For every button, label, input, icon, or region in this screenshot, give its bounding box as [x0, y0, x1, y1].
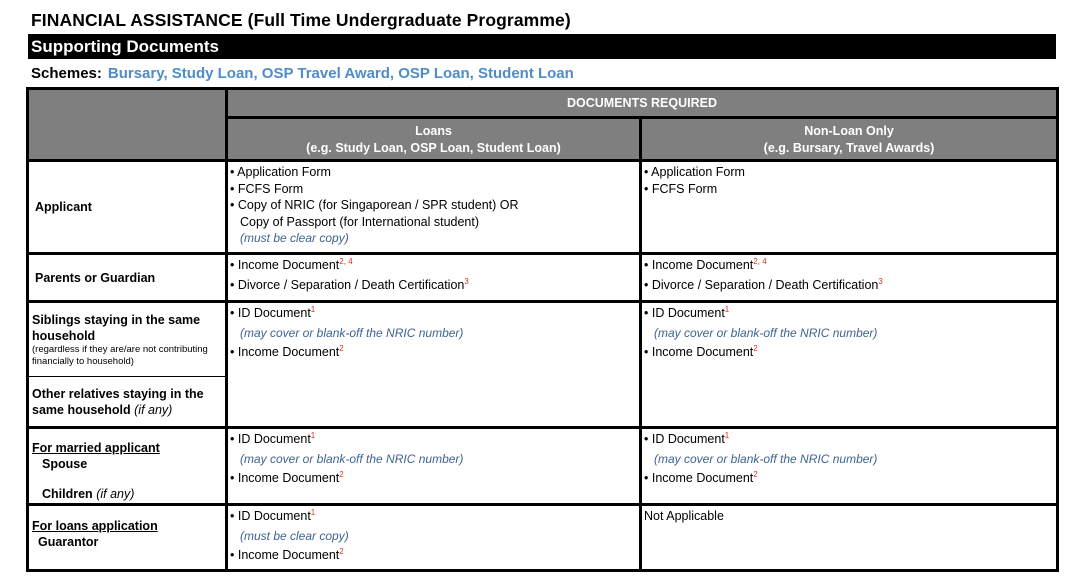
doc-item: • Income Document$^2$	[230, 343, 344, 359]
parents-nonloan-cell	[641, 254, 1058, 302]
corner-header-cell	[28, 89, 227, 161]
doc-item: • Income Document$^2$	[230, 546, 344, 562]
nonloan-column-title: Non-Loan Only	[804, 124, 894, 138]
doc-item: • ID Document$^1$	[230, 507, 316, 523]
married-loans-cell	[227, 428, 641, 505]
married-label-spouse: Spouse	[42, 457, 88, 471]
doc-item: • Copy of NRIC (for Singaporean / SPR student) OR	[230, 198, 519, 212]
loans-column-subtitle: (e.g. Study Loan, OSP Loan, Student Loan)	[306, 141, 561, 155]
relatives-label-line2: same household (if any)	[32, 402, 173, 417]
doc-note: (must be clear copy)	[240, 528, 349, 543]
doc-item: • FCFS Form	[644, 181, 718, 196]
row-label-relatives	[28, 377, 227, 428]
page-title: FINANCIAL ASSISTANCE (Full Time Undergraduate Programme)	[31, 10, 571, 30]
parents-loans-cell	[227, 254, 641, 302]
row-label-married	[28, 428, 227, 505]
schemes-line	[31, 65, 574, 82]
doc-note: (may cover or blank-off the NRIC number)	[654, 451, 878, 466]
loans-column-title: Loans	[415, 124, 452, 138]
siblings-loans-cell	[227, 302, 641, 428]
doc-item: • Income Document$^2$	[230, 469, 344, 485]
nonloan-column-header	[641, 118, 1058, 161]
doc-note: (may cover or blank-off the NRIC number)	[654, 325, 878, 340]
loanapp-label-head: For loans application	[32, 518, 158, 533]
documents-required-header: DOCUMENTS REQUIRED	[227, 89, 1058, 118]
married-nonloan-cell	[641, 428, 1058, 505]
loans-column-header	[227, 118, 641, 161]
doc-item: • Application Form	[644, 165, 745, 179]
doc-item: • Income Document$^2$	[644, 469, 758, 485]
doc-note: (may cover or blank-off the NRIC number)	[240, 451, 464, 466]
applicant-nonloan-cell	[641, 161, 1058, 254]
nonloan-column-subtitle: (e.g. Bursary, Travel Awards)	[763, 141, 935, 155]
doc-note: (must be clear copy)	[240, 231, 349, 245]
married-label-head: For married applicant	[32, 441, 160, 455]
siblings-label-line1: Siblings staying in the same	[32, 312, 201, 327]
doc-item: • Divorce / Separation / Death Certification$^3$	[230, 276, 469, 292]
applicant-loans-cell	[227, 161, 641, 254]
section-header: Supporting Documents	[28, 34, 1056, 59]
row-label-parents: Parents or Guardian	[28, 254, 227, 302]
row-label-siblings	[28, 302, 227, 377]
schemes-value: Bursary, Study Loan, OSP Travel Award, OSP Loan, Student Loan	[107, 65, 574, 82]
doc-item: • FCFS Form	[230, 181, 304, 196]
loanapp-nonloan-cell	[641, 505, 1058, 571]
doc-item: • ID Document$^1$	[230, 304, 316, 320]
documents-table	[26, 87, 1059, 572]
doc-item: • Application Form	[230, 165, 331, 179]
siblings-label-line2: household	[32, 328, 96, 343]
doc-item: • ID Document$^1$	[644, 304, 730, 320]
siblings-nonloan-cell	[641, 302, 1058, 428]
not-applicable-text: Not Applicable	[644, 509, 724, 523]
siblings-sub-note: (regardless if they are/are not contributing financially to household)	[32, 343, 208, 367]
row-label-applicant: Applicant	[28, 161, 227, 254]
doc-item: • ID Document$^1$	[644, 430, 730, 446]
doc-item: • Divorce / Separation / Death Certification$^3$	[644, 276, 883, 292]
relatives-label-line1: Other relatives staying in the	[32, 386, 204, 401]
doc-item: • ID Document$^1$	[230, 430, 316, 446]
doc-item: • Income Document$^{2, 4}$	[644, 256, 767, 272]
married-label-children: Children (if any)	[42, 487, 135, 501]
schemes-label: Schemes:	[31, 65, 102, 82]
row-label-loanapp	[28, 505, 227, 571]
doc-item: • Income Document$^{2, 4}$	[230, 256, 353, 272]
loanapp-label-guarantor: Guarantor	[38, 534, 99, 549]
doc-note: (may cover or blank-off the NRIC number)	[240, 325, 464, 340]
doc-item: • Income Document$^2$	[644, 343, 758, 359]
doc-item: Copy of Passport (for International student)	[240, 214, 480, 229]
loanapp-loans-cell	[227, 505, 641, 571]
